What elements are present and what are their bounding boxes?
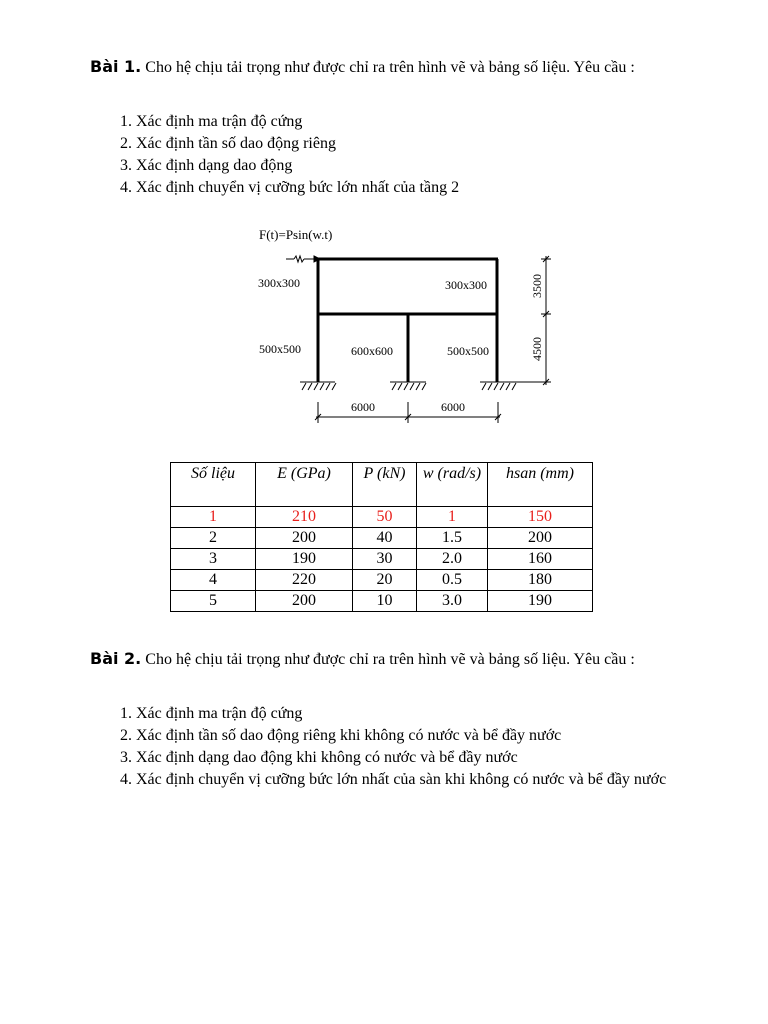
bai1-task-2: 2. Xác định tần số dao động riêng — [136, 133, 670, 155]
table-cell: 4 — [171, 570, 256, 591]
table-cell: 210 — [256, 507, 353, 528]
bai2-task-1: 1. Xác định ma trận độ cứng — [136, 703, 670, 725]
table-cell: 200 — [256, 528, 353, 549]
label-col-left: 500x500 — [259, 342, 301, 356]
data-table — [170, 462, 593, 612]
table-cell: 40 — [353, 528, 417, 549]
table-cell: 10 — [353, 591, 417, 612]
bai1-task-list — [90, 111, 670, 199]
col-header-hsan: hsan (mm) — [488, 463, 593, 507]
table-cell: 200 — [488, 528, 593, 549]
table-cell: 220 — [256, 570, 353, 591]
fixed-support-icons — [300, 382, 550, 390]
col-header-e: E (GPa) — [256, 463, 353, 507]
horizontal-dimension — [315, 402, 501, 423]
dim-height-bottom: 4500 — [530, 337, 544, 361]
table-cell: 190 — [488, 591, 593, 612]
table-cell: 190 — [256, 549, 353, 570]
table-cell: 1 — [417, 507, 488, 528]
table-row — [171, 570, 593, 591]
table-cell: 50 — [353, 507, 417, 528]
table-cell: 20 — [353, 570, 417, 591]
table-header-row — [171, 463, 593, 507]
table-cell: 2.0 — [417, 549, 488, 570]
col-header-w: w (rad/s) — [417, 463, 488, 507]
label-beam-top-right: 300x300 — [445, 278, 487, 292]
table-cell: 1.5 — [417, 528, 488, 549]
frame-figure — [250, 220, 560, 430]
bai1-intro — [90, 56, 670, 79]
bai1-task-1: 1. Xác định ma trận độ cứng — [136, 111, 670, 133]
table-row — [171, 591, 593, 612]
bai2-task-3: 3. Xác định dạng dao động khi không có nước và bể đầy nước — [136, 747, 670, 769]
bai1-task-3: 3. Xác định dạng dao động — [136, 155, 670, 177]
table-cell: 1 — [171, 507, 256, 528]
dim-span-right: 6000 — [441, 400, 465, 414]
bai1-intro-text: Cho hệ chịu tải trọng như được chỉ ra trên hình vẽ và bảng số liệu. Yêu cầu : — [145, 59, 635, 76]
col-header-so-lieu: Số liệu — [171, 463, 256, 507]
table-cell: 0.5 — [417, 570, 488, 591]
table-cell: 180 — [488, 570, 593, 591]
table-cell: 160 — [488, 549, 593, 570]
table-row — [171, 528, 593, 549]
dim-height-top: 3500 — [530, 274, 544, 298]
table-cell: 30 — [353, 549, 417, 570]
load-arrow-icon — [286, 256, 320, 262]
table-cell: 2 — [171, 528, 256, 549]
table-cell: 200 — [256, 591, 353, 612]
bai1-task-4: 4. Xác định chuyển vị cưỡng bức lớn nhất của tầng 2 — [136, 177, 670, 199]
bai2-task-4: 4. Xác định chuyển vị cưỡng bức lớn nhất của sàn khi không có nước và bể đầy nước — [136, 769, 670, 791]
bai2-task-2: 2. Xác định tần số dao động riêng khi không có nước và bể đầy nước — [136, 725, 670, 747]
table-row — [171, 507, 593, 528]
label-beam-top-left: 300x300 — [258, 276, 300, 290]
bai1-title: Bài 1. — [90, 57, 142, 76]
bai2-title: Bài 2. — [90, 649, 142, 668]
dim-span-left: 6000 — [351, 400, 375, 414]
table-cell: 3 — [171, 549, 256, 570]
bai2-task-list — [90, 703, 670, 791]
col-header-p: P (kN) — [353, 463, 417, 507]
label-col-right: 500x500 — [447, 344, 489, 358]
table-cell: 150 — [488, 507, 593, 528]
table-row — [171, 549, 593, 570]
bai2-intro-text: Cho hệ chịu tải trọng như được chỉ ra trên hình vẽ và bảng số liệu. Yêu cầu : — [145, 651, 635, 668]
table-cell: 3.0 — [417, 591, 488, 612]
load-label: F(t)=Psin(w.t) — [259, 227, 333, 242]
label-col-mid: 600x600 — [351, 344, 393, 358]
bai2-intro — [90, 648, 670, 671]
table-cell: 5 — [171, 591, 256, 612]
